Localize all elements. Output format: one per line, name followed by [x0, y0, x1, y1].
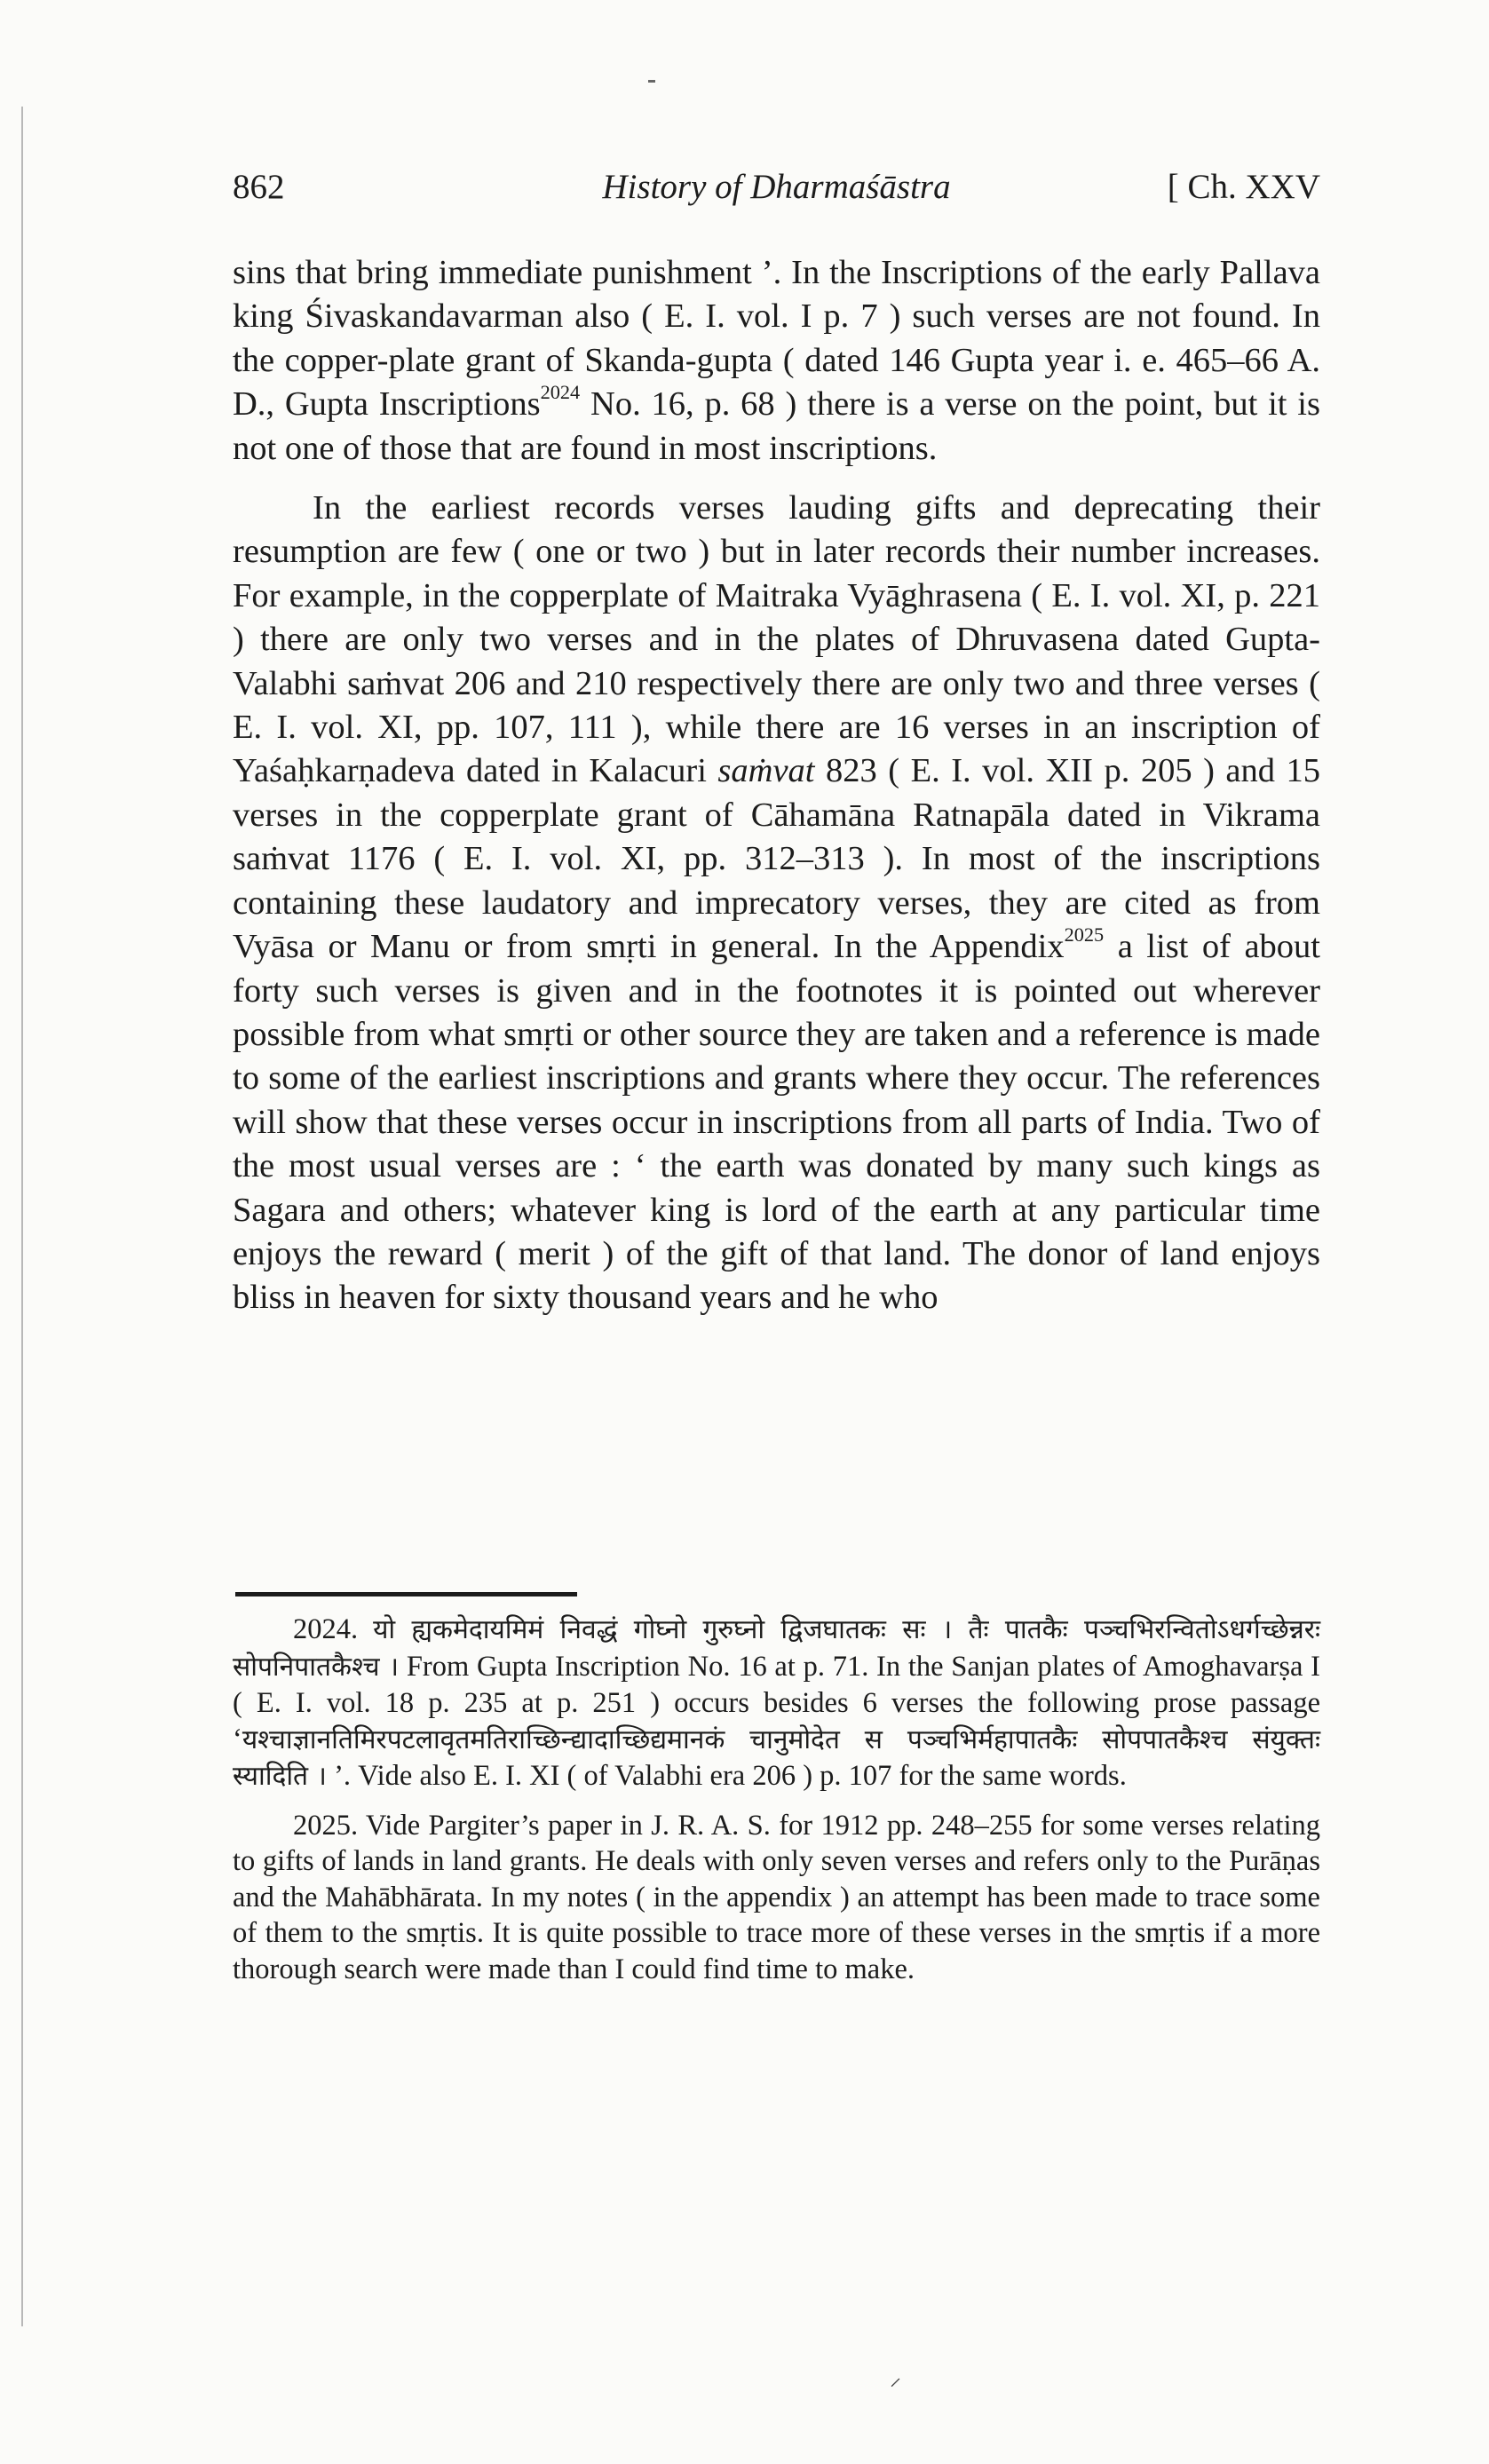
print-speck — [648, 80, 655, 83]
footnote-ref-2024: 2024 — [540, 381, 581, 404]
chapter-label: [ Ch. XXV — [1167, 168, 1320, 206]
sanskrit-verse: यो ह्यकमेदायमिमं निवद्धं गोघ्नो गुरुघ्नो द्विजघातकः सः । तैः पातकैः पञ्चभिरन्वितोऽधर्गच्छेन्नरः सोपनिपातकैश्च । — [233, 1614, 1321, 1683]
footnote-2025: 2025. Vide Pargiter’s paper in J. R. A. S. for 1912 pp. 248–255 for some verses relating to gifts of lands in land grants. He deals with only seven verses and refers only to the Purāṇas and the Mahābhārata. In my notes ( in the appendix ) an attempt has been made to trace some of them to the smṛtis. It is quite possible to trace more of these verses in the smṛtis if a more thorough search were made than I could find time to make. — [233, 1809, 1320, 1985]
paragraph-2: In the earliest records verses lauding gifts and deprecating their resumption are few ( one or two ) but in later records their number increases. For example, in the copperplate of Maitraka Vyāghrasena ( E. I. vol. XI, p. 221 ) there are only two verses and in the plates of Dhruvasena dated Gupta-Valabhi saṁvat 206 and 210 respectively there are only two and three verses ( E. I. vol. XI, pp. 107, 111 ), while there are 16 verses in an inscription of Yaśaḥkarṇadeva dated in Kalacuri saṁvat 823 ( E. I. vol. XII p. 205 ) and 15 verses in the copperplate grant of Cāhamāna Ratnapāla dated in Vikrama saṁvat 1176 ( E. I. vol. XI, pp. 312–313 ). In most of the inscriptions containing these laudatory and imprecatory verses, they are cited as from Vyāsa or Manu or from smṛti in general. In the Appendix$^{2025}$ a list of about forty such verses is given and in the footnotes it is pointed out wherever possible from what smṛti or other source they are taken and a reference is made to some of the earliest inscriptions and grants where they occur. The references will show that these verses occur in inscriptions from all parts of India. Two of the most usual verses are : ‘ the earth was donated by many such kings as Sagara and others; whatever king is lord of the earth at any particular time enjoys the reward ( merit ) of the gift of that land. The donor of land enjoys bliss in heaven for sixty thousand years and he who — [233, 489, 1320, 1317]
footnote-2024: 2024. यो ह्यकमेदायमिमं निवद्धं गोघ्नो गुरुघ्नो द्विजघातकः सः । तैः पातकैः पञ्चभिरन्वितोऽधर्गच्छेन्नरः सोपनिपातकैश्च । From Gupta Inscription No. 16 at p. 71. In the Sanjan plates of Amoghavarṣa I ( E. I. vol. 18 p. 235 at p. 251 ) occurs besides 6 verses the following prose passage ‘यश्चाज्ञानतिमिरपटलावृतमतिराच्छिन्द्यादाच्छिद्यमानकं चानुमोदेत स पञ्चभिर्महापातकैः सोपपातकैश्च संयुक्तः स्यादिति । ’. Vide also E. I. XI ( of Valabhi era 206 ) p. 107 for the same words. — [233, 1613, 1321, 1792]
page-number: 862 — [233, 168, 285, 206]
main-text — [233, 251, 1320, 1320]
footnote-rule — [235, 1592, 577, 1596]
print-mark: ⸝ — [890, 2365, 902, 2391]
running-title: History of Dharmaśāstra — [602, 168, 951, 206]
paragraph-1: sins that bring immediate punishment ’. In the Inscriptions of the early Pallava king Śivaskandavarman also ( E. I. vol. I p. 7 ) such verses are not found. In the copper-plate grant of Skanda-gupta ( dated 146 Gupta year i. e. 465–66 A. D., Gupta Inscriptions$^{2024}$ No. 16, p. 68 ) there is a verse on the point, but it is not one of those that are found in most inscriptions. — [233, 254, 1320, 467]
footnotes — [233, 1612, 1320, 1987]
running-header — [233, 167, 1320, 220]
footnote-ref-2025: 2025 — [1064, 923, 1105, 947]
sanskrit-passage: यश्चाज्ञानतिमिरपटलावृतमतिराच्छिन्द्यादाच्छिद्यमानकं चानुमोदेत स पञ्चभिर्महापातकैः सोपपातकैश्च संयुक्तः स्यादिति । — [233, 1723, 1320, 1792]
page-edge-line — [21, 107, 23, 2326]
